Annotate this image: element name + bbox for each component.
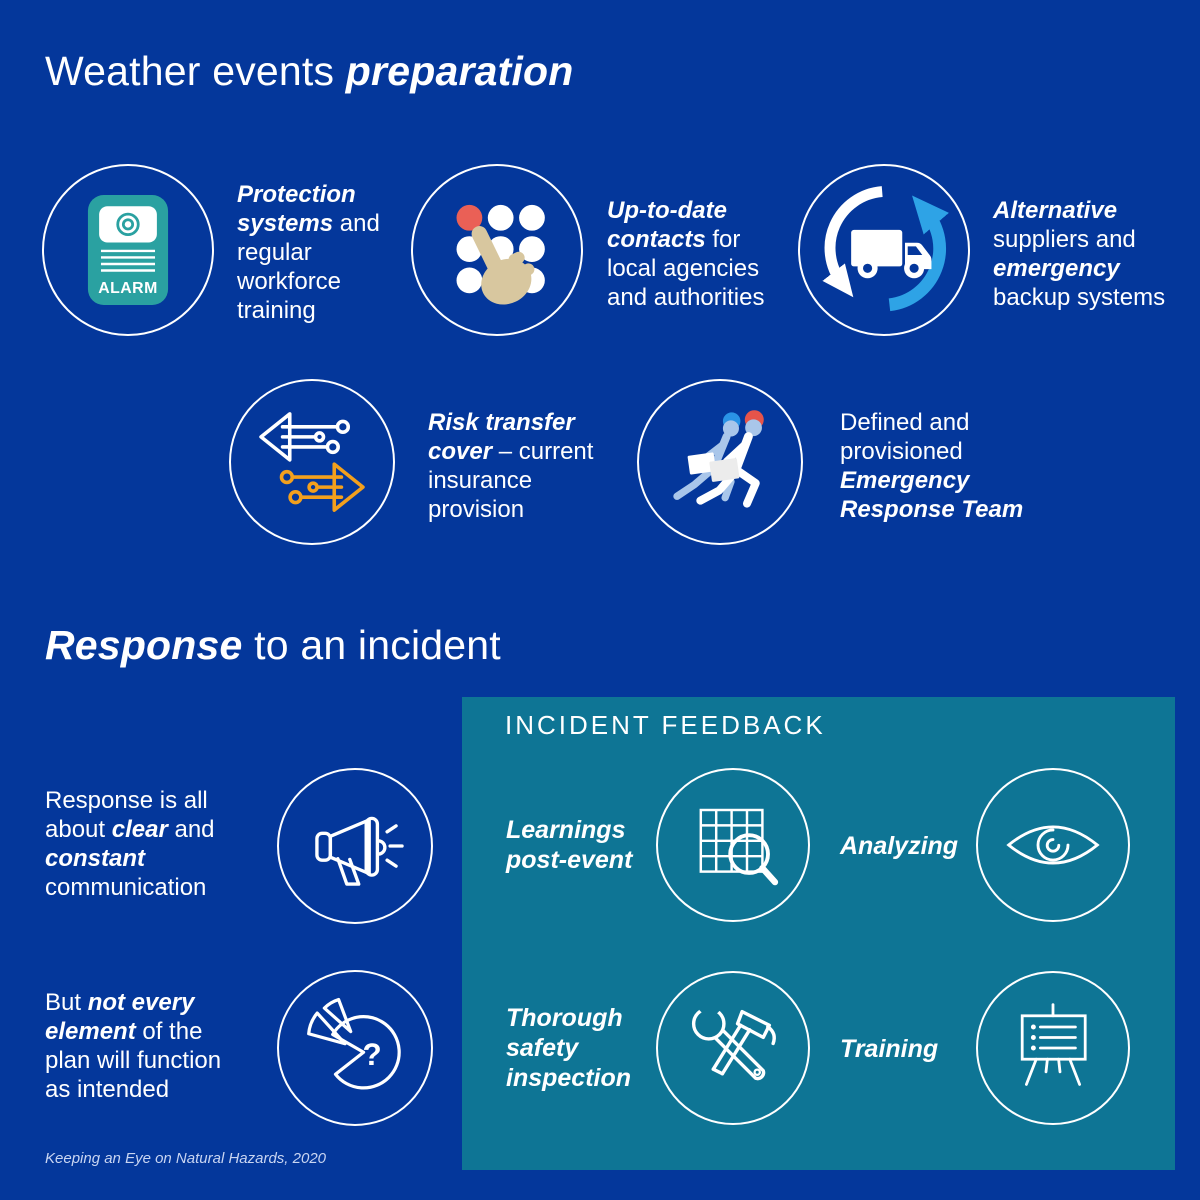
prep-text-contacts-bold: Up-to-date contacts [607,197,727,253]
note2-b1: not every element [45,989,195,1045]
note2-r2: of the plan will function as intended [45,1018,222,1103]
note1-b1: clear [111,816,168,843]
prep-text-contacts [607,196,775,312]
response-circle-megaphone [277,768,433,924]
response-title-regular: to an incident [242,622,501,668]
prep-text-risk-bold: Risk transfer cover [428,409,575,465]
prep-text-protection-regular: and regular workforce training [237,210,380,324]
feedback-label-learnings: Learnings post-event [506,816,633,874]
prep-text-contacts-regular: for local agencies and authorities [607,226,765,311]
prep-circle-protection [42,164,214,336]
prep-text-protection [237,180,387,325]
note1-r3: communication [45,874,207,901]
eye-icon [995,787,1111,903]
response-note-communication [45,786,250,902]
pie-question-icon [298,991,412,1105]
feedback-circle-inspection [656,971,810,1125]
prep-text-team-bold: Emergency Response Team [840,467,1024,523]
grid-magnifier-icon [677,789,789,901]
page-title-regular: Weather events [45,48,346,94]
prep-text-risk-transfer [428,408,610,524]
feedback-label-training: Training [840,1035,939,1063]
presentation-easel-icon [997,992,1109,1104]
page-title-bold: preparation [345,48,574,94]
prep-text-suppliers-regular1: suppliers and [993,226,1136,253]
feedback-label-analyzing: Analyzing [840,832,959,860]
prep-text-suppliers [993,196,1171,312]
prep-circle-contacts [411,164,583,336]
pie-question-mark: ? [362,1037,382,1073]
incident-feedback-heading: INCIDENT FEEDBACK [505,710,826,740]
page-title [45,48,574,95]
response-title [45,622,501,669]
prep-text-response-team [840,408,1045,524]
alarm-icon-label: ALARM [98,279,158,297]
megaphone-icon [299,790,411,902]
note1-r1: Response is all about [45,787,208,843]
response-circle-pie [277,970,433,1126]
feedback-circle-learnings [656,768,810,922]
prep-text-suppliers-regular2: backup systems [993,284,1166,311]
prep-text-protection-bold: Protection systems [237,181,356,237]
alarm-icon [87,194,169,306]
prep-circle-risk-transfer [229,379,395,545]
prep-text-suppliers-bold1: Alternative [993,197,1118,224]
prep-text-team-regular: Defined and provisioned [840,409,970,465]
feedback-label-inspection: Thorough safety inspection [506,1004,632,1092]
feedback-circle-training [976,971,1130,1125]
risk-transfer-arrows-icon [251,401,373,523]
source-credit: Keeping an Eye on Natural Hazards, 2020 [45,1150,327,1167]
response-title-bold: Response [45,622,243,668]
tools-icon [680,995,786,1101]
feedback-circle-analyzing [976,768,1130,922]
prep-text-risk-regular: – current insurance provision [428,438,594,523]
truck-cycle-icon [811,177,957,323]
response-note-plan [45,988,253,1104]
prep-circle-suppliers [798,164,970,336]
note1-b2: constant [45,845,146,872]
note1-r2: and [167,816,215,843]
prep-circle-response-team [637,379,803,545]
emergency-runners-icon [658,400,782,524]
prep-text-suppliers-bold2: emergency [993,255,1120,282]
keypad-hand-icon [428,181,566,319]
note2-r1: But [45,989,88,1016]
